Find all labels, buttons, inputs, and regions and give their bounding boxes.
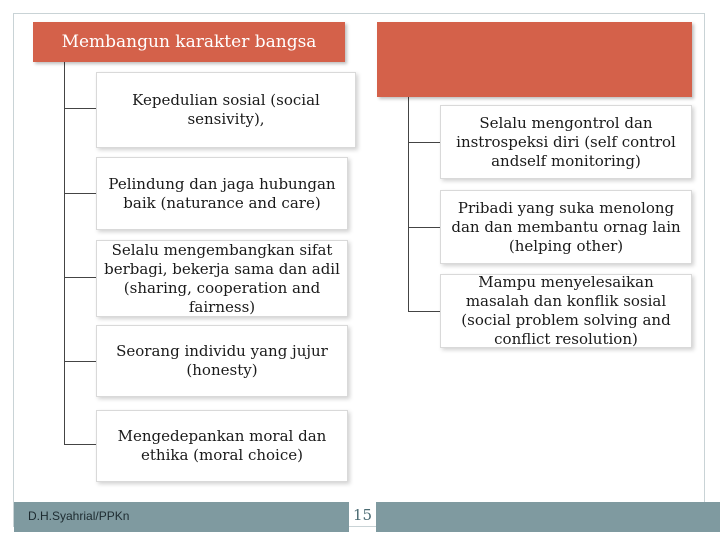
footer-right-band: [376, 502, 720, 532]
left-branch-3: [64, 277, 96, 278]
right-branch-1: [408, 142, 440, 143]
left-branch-2: [64, 193, 96, 194]
left-item-box: Mengedepankan moral dan ethika (moral choice): [96, 410, 348, 482]
right-branch-2: [408, 227, 440, 228]
left-item-box: Seorang individu yang jujur (honesty): [96, 325, 348, 397]
left-branch-5: [64, 444, 96, 445]
left-branch-1: [64, 108, 96, 109]
page-number: 15: [353, 506, 373, 524]
left-branch-4: [64, 361, 96, 362]
right-branch-3: [408, 311, 440, 312]
right-item-box: Mampu menyelesaikan masalah dan konflik sosial (social problem solving and conflict resolution): [440, 274, 692, 348]
left-trunk-line: [64, 62, 65, 444]
right-header-box: [377, 22, 692, 97]
author-label: D.H.Syahrial/PPKn: [28, 509, 130, 523]
footer-bar: [0, 502, 720, 532]
left-item-box: Kepedulian sosial (social sensivity),: [96, 72, 356, 148]
right-item-box: Selalu mengontrol dan instrospeksi diri (self control andself monitoring): [440, 105, 692, 179]
right-item-box: Pribadi yang suka menolong dan dan membantu ornag lain (helping other): [440, 190, 692, 264]
diagram-title: Membangun karakter bangsa: [33, 22, 345, 62]
left-item-box: Selalu mengembangkan sifat berbagi, bekerja sama dan adil (sharing, cooperation and fairness): [96, 240, 348, 317]
right-trunk-line: [408, 97, 409, 311]
left-item-box: Pelindung dan jaga hubungan baik (naturance and care): [96, 157, 348, 230]
